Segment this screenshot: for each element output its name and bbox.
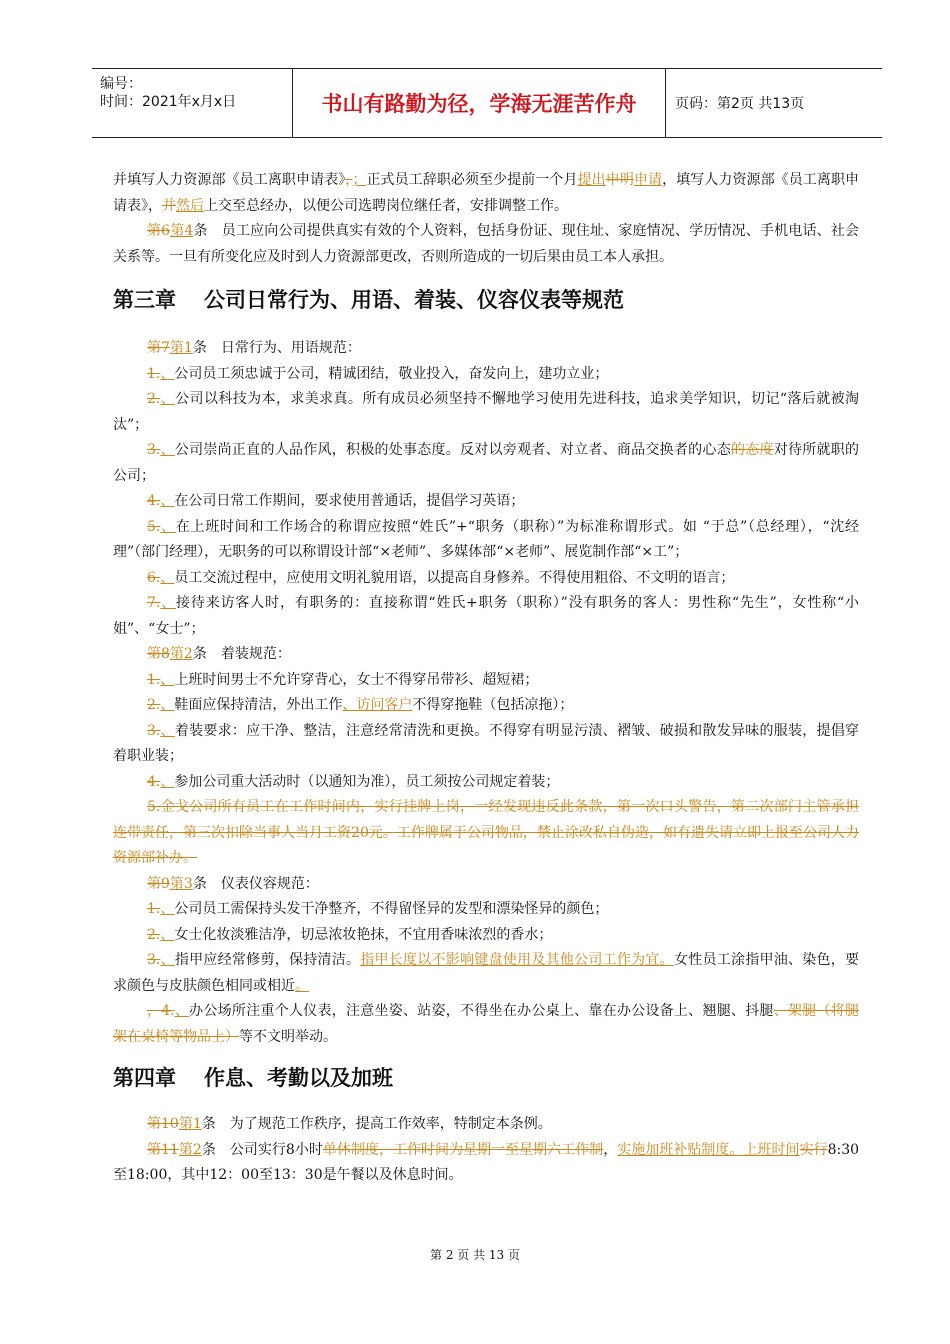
list-item <box>113 591 859 642</box>
text: 鞋面应保持清洁，外出工作 <box>174 697 343 713</box>
text: 公司崇尚正直的人品作风，积极的处事态度。反对以旁观者、对立者、商品交换者的心态 <box>174 442 731 458</box>
text: 女士化妆淡雅洁净，切忌浓妆艳抹，不宜用香味浓烈的香水； <box>174 926 553 943</box>
text: 接待来访客人时，有职务的：直接称谓“姓氏+职务（职称）”没有职务的客人：男性称“先生”，女性称“小姐”、“女士”； <box>113 595 860 637</box>
text: 员工应向公司提供真实有效的个人资料，包括身份证、现住址、家庭情况、学历情况、手机电话、社会关系等。一旦有所变化应及时到人力资源部更改，否则所造成的一切后果由员工本人承担。 <box>113 223 859 265</box>
list-item <box>113 387 859 438</box>
text: ， <box>603 1141 618 1158</box>
deleted-text: 并 <box>162 197 176 214</box>
deleted-text: 的态度 <box>730 442 774 458</box>
deleted-text: 3. <box>147 442 161 458</box>
list-item <box>113 668 859 694</box>
article-label: 条 <box>192 646 207 662</box>
article-label: 条 <box>201 1141 216 1158</box>
inserted-text: 第3 <box>169 875 193 892</box>
chapter-title: 公司日常行为、用语、着装、仪容仪表等规范 <box>204 288 624 312</box>
article-label: 条 <box>193 223 208 239</box>
inserted-text: 第1 <box>169 340 193 356</box>
page-footer: 第 2 页 共 13 页 <box>430 1248 520 1262</box>
inserted-text: 、 <box>160 518 176 535</box>
inserted-text: 、 <box>160 493 175 509</box>
text: 办公场所注重个人仪表，注意坐姿、站姿，不得坐在办公桌上、靠在办公设备上、翘腿、抖腿 <box>189 1003 774 1019</box>
deleted-text: 2. <box>147 697 161 713</box>
text: 等不文明举动。 <box>239 1028 337 1045</box>
chapter-title: 作息、考勤以及加班 <box>204 1066 393 1090</box>
chapter-number: 第四章 <box>113 1066 176 1090</box>
inserted-text: 、 <box>160 671 175 688</box>
inserted-text: 第1 <box>178 1116 202 1132</box>
deleted-text: ， <box>345 172 353 188</box>
text: 在公司日常工作期间，要求使用普通话，提倡学习英语； <box>174 493 525 509</box>
article-label: 条 <box>192 875 207 892</box>
chapter-number: 第三章 <box>113 288 176 312</box>
deleted-text: 3. <box>147 722 161 739</box>
inserted-text: 、 <box>160 569 175 586</box>
text: ，填写人力资源部《员工离职申请表》， <box>113 172 860 214</box>
deleted-text: 1. <box>147 671 161 688</box>
inserted-text: 、 <box>160 391 176 407</box>
deleted-text: 第10 <box>147 1116 179 1132</box>
deleted-text: 4. <box>147 773 161 790</box>
list-item <box>113 770 859 796</box>
text: 公司实行8小时 <box>229 1141 323 1158</box>
inserted-text: 、访问客户 <box>342 697 413 713</box>
motto: 书山有路勤为径，学海无涯苦作舟 <box>292 69 666 137</box>
page-header <box>92 68 882 138</box>
deleted-text: 第11 <box>147 1141 179 1158</box>
inserted-text: 、 <box>160 773 175 790</box>
list-item <box>113 897 859 923</box>
deleted-text: 1. <box>147 365 161 382</box>
deleted-text: 第8 <box>147 646 170 662</box>
page-info-text: 页码：第2页 共13页 <box>675 96 805 112</box>
text: 并填写人力资源部《员工离职申请表》 <box>113 172 346 188</box>
chapter-3-heading <box>113 280 859 324</box>
deleted-text: 1. <box>147 901 161 917</box>
list-item <box>113 693 859 719</box>
text: 在上班时间和工作场合的称谓应按照“姓氏”+“职务（职称）”为标准称谓形式。如 “于总”（总经理），“沈经理”（部门经理），无职务的可以称谓设计部“×老师”、多媒体部“×老师”、展览制作部“×工”； <box>113 518 860 560</box>
inserted-text: 。 <box>295 977 309 994</box>
deleted-text: 6. <box>147 569 161 586</box>
inserted-text: 、 <box>160 722 175 739</box>
deleted-text: 2. <box>147 926 161 943</box>
text: 员工交流过程中，应使用文明礼貌用语，以提高自身修养。不得使用粗俗、不文明的语言； <box>174 569 735 586</box>
article-working-hours <box>113 1138 859 1189</box>
deleted-text: 2. <box>147 391 161 407</box>
inserted-text: 实施加班补贴制度。上班时间 <box>617 1141 800 1158</box>
text: 正式员工辞职必须至少提前一个月 <box>366 172 578 188</box>
text: 参加公司重大活动时（以通知为准），员工须按公司规定着装； <box>174 773 560 790</box>
inserted-text: 、 <box>160 952 175 968</box>
text: 公司以科技为本，求美求真。所有成员必须坚持不懈地学习使用先进科技，追求美学知识，切记“落后就被淘汰”； <box>113 391 859 433</box>
text: 着装规范： <box>220 646 291 662</box>
list-item <box>113 719 859 770</box>
inserted-text: 、 <box>160 595 177 611</box>
doc-meta <box>92 69 292 137</box>
text: 为了规范工作秩序，提高工作效率，特制定本条例。 <box>229 1116 552 1132</box>
deleted-text: 第9 <box>147 875 170 892</box>
list-item <box>113 515 859 566</box>
deleted-text: 7. <box>147 595 161 611</box>
article-personal-info <box>113 219 859 270</box>
article-label: 条 <box>201 1116 216 1132</box>
inserted-text: 第2 <box>169 646 193 662</box>
deleted-text: 申明 <box>605 172 634 188</box>
list-item <box>113 489 859 515</box>
inserted-text: ； <box>352 172 367 188</box>
article-purpose <box>113 1112 859 1138</box>
list-item <box>113 923 859 949</box>
inserted-text: 、 <box>160 365 175 382</box>
article-label: 条 <box>192 340 207 356</box>
text: 8:30至18:00，其中12：00至13：30是午餐以及休息时间。 <box>113 1141 860 1183</box>
deleted-text: 4. <box>147 493 161 509</box>
inserted-text: 、 <box>160 442 175 458</box>
deleted-text: 3. <box>147 952 161 968</box>
doc-time: 时间：2021年x月x日 <box>100 94 237 110</box>
deleted-text: 5. <box>147 518 161 535</box>
deleted-text: 单休制度，工作时间为星期一至星期六工作制 <box>322 1141 604 1158</box>
text: 上交至总经办，以便公司选聘岗位继任者，安排调整工作。 <box>204 197 568 214</box>
text: 着装要求：应干净、整洁，注意经常清洗和更换。不得穿有明显污渍、褶皱、破损和散发异味的服装，提倡穿着职业装； <box>113 722 860 764</box>
text: 日常行为、用语规范： <box>220 340 361 356</box>
deleted-text: 第7 <box>147 340 170 356</box>
list-item <box>113 438 859 489</box>
deleted-text: 5.金戈公司所有员工在工作时间内，实行挂牌上岗，一经发现违反此条款，第一次口头警告，第二次部门主管承担连带责任，第三次扣除当事人当月工资20元。工作牌属于公司物品，禁止涂改私自伪造，如有遗失请立即上报至公司人力资源部补办。 <box>113 799 859 866</box>
list-item <box>113 999 859 1050</box>
deleted-text: ，4. <box>147 1003 175 1019</box>
inserted-text: 第2 <box>178 1141 202 1158</box>
text: 对待所就职的公司； <box>113 442 860 484</box>
inserted-text: 第4 <box>170 223 194 239</box>
inserted-text: 然后 <box>176 197 204 214</box>
text: 仪表仪容规范： <box>220 875 319 892</box>
text: 女性员工涂指甲油、染色，要求颜色与皮肤颜色相同或相近 <box>113 952 860 994</box>
deleted-paragraph <box>113 795 859 872</box>
deleted-text: 实行 <box>799 1141 828 1158</box>
inserted-text: 指甲长度以不影响键盘使用及其他公司工作为宜。 <box>360 952 674 968</box>
text: 不得穿拖鞋（包括凉拖）； <box>412 697 574 713</box>
article-title <box>113 872 859 898</box>
text: 上班时间男士不允许穿背心，女士不得穿吊带衫、超短裙； <box>174 671 539 688</box>
inserted-text: 、 <box>160 901 175 917</box>
text: 公司员工须忠诚于公司，精诚团结，敬业投入，奋发向上，建功立业； <box>174 365 609 382</box>
list-item <box>113 566 859 592</box>
inserted-text: 提出 <box>577 172 606 188</box>
inserted-text: 、 <box>174 1003 190 1019</box>
article-title <box>113 642 859 668</box>
chapter-4-heading <box>113 1058 859 1102</box>
inserted-text: 、 <box>160 926 175 943</box>
inserted-text: 、 <box>160 697 175 713</box>
list-item <box>113 948 859 999</box>
inserted-text: 申请 <box>633 172 663 188</box>
text: 指甲应经常修剪，保持清洁。 <box>174 952 361 968</box>
article-title <box>113 336 859 362</box>
doc-number: 编号： <box>100 76 142 92</box>
text: 公司员工需保持头发干净整齐，不得留怪异的发型和漂染怪异的颜色； <box>174 901 609 917</box>
document-body <box>113 168 859 1189</box>
list-item <box>113 362 859 388</box>
deleted-text: 、架腿（将腿架在桌椅等物品上） <box>113 1003 860 1045</box>
paragraph-resignation <box>113 168 859 219</box>
deleted-text: 第6 <box>147 223 171 239</box>
page-info <box>665 69 882 137</box>
